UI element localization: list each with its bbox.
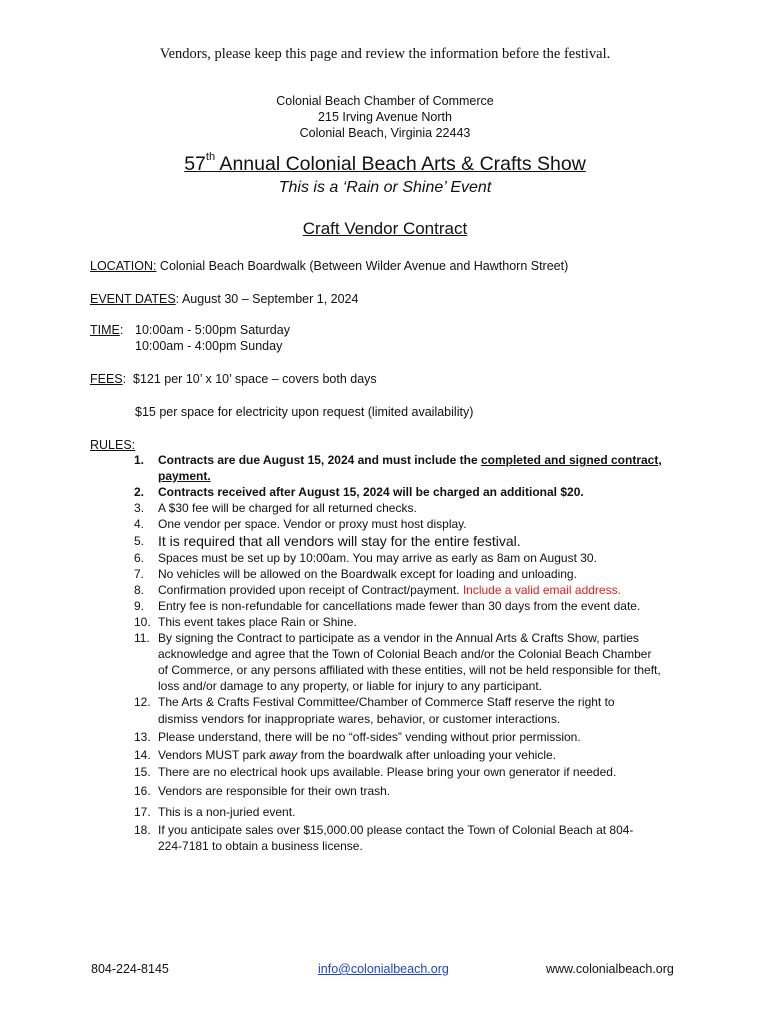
footer-website: www.colonialbeach.org xyxy=(546,962,674,976)
rule-14: 14. Vendors MUST park away from the boardwalk after unloading your vehicle. xyxy=(134,748,556,762)
title-ordinal: 57 xyxy=(184,153,206,175)
footer-phone: 804-224-8145 xyxy=(91,962,169,976)
time-label: TIME xyxy=(90,323,120,337)
rule-1: 1. Contracts are due August 15, 2024 and must include the completed and signed contract, payment. xyxy=(134,453,662,483)
event-dates-value: August 30 – September 1, 2024 xyxy=(181,292,359,306)
rule-18: 18. If you anticipate sales over $15,000.00 please contact the Town of Colonial Beach at 804-224-7181 to obtain a business license. xyxy=(134,823,634,853)
rule-6: 6. Spaces must be set up by 10:00am. You may arrive as early as 8am on August 30. xyxy=(134,551,597,565)
address-line-2: 215 Irving Avenue North xyxy=(318,110,452,124)
fees-space: $121 per 10’ x 10’ space – covers both days xyxy=(133,372,377,386)
fees-colon: : xyxy=(122,372,127,386)
time-row xyxy=(90,322,123,338)
location-value: Colonial Beach Boardwalk (Between Wilder Avenue and Hawthorn Street) xyxy=(156,259,569,273)
rule-3: 3. A $30 fee will be charged for all returned checks. xyxy=(134,501,417,515)
title-rest: Annual Colonial Beach Arts & Crafts Show xyxy=(215,153,586,175)
rule-17: 17. This is a non-juried event. xyxy=(134,805,296,819)
rule-10: 10. This event takes place Rain or Shine. xyxy=(134,615,357,629)
time-colon: : xyxy=(119,323,124,337)
rule-8: 8. Confirmation provided upon receipt of Contract/payment. Include a valid email address. xyxy=(134,583,621,597)
rule-12: 12. The Arts & Crafts Festival Committee/Chamber of Commerce Staff reserve the right to dismiss vendors for inappropriate wares, behavior, or customer interactions. xyxy=(134,695,615,726)
title-ordinal-suffix: th xyxy=(205,151,216,163)
rule-7: 7. No vehicles will be allowed on the Boardwalk except for loading and unloading. xyxy=(134,567,577,581)
fees-label: FEES xyxy=(90,372,123,386)
event-dates-row xyxy=(90,291,358,307)
rule-4: 4. One vendor per space. Vendor or proxy must host display. xyxy=(134,517,467,531)
location-row xyxy=(90,258,568,274)
contract-heading: Craft Vendor Contract xyxy=(302,219,468,238)
rules-label: RULES: xyxy=(90,438,136,452)
address-line-1: Colonial Beach Chamber of Commerce xyxy=(276,94,494,108)
rule-16: 16. Vendors are responsible for their own trash. xyxy=(134,784,391,798)
time-sunday: 10:00am - 4:00pm Sunday xyxy=(135,339,283,353)
rule-15: 15. There are no electrical hook ups available. Please bring your own generator if needed. xyxy=(134,765,617,779)
rules-list xyxy=(90,452,690,854)
page-title xyxy=(0,153,770,176)
fees-electricity: $15 per space for electricity upon request (limited availability) xyxy=(135,405,474,419)
time-saturday: 10:00am - 5:00pm Saturday xyxy=(135,323,290,337)
event-dates-label: EVENT DATES xyxy=(90,292,176,306)
chamber-address xyxy=(0,93,770,141)
rule-13: 13. Please understand, there will be no “off-sides” vending without prior permission. xyxy=(134,730,581,744)
top-note: Vendors, please keep this page and review the information before the festival. xyxy=(159,46,611,62)
rule-11: 11. By signing the Contract to participate as a vendor in the Annual Arts & Crafts Show, parties acknowledge and agree that the Town of Colonial Beach and/or the Colonial Beach Chamber of Commerce, or any persons affiliated with these entities, will not be held responsible for theft, loss and/or damage to any property, or liable for injury to any participant. xyxy=(134,631,661,693)
rule-2: 2. Contracts received after August 15, 2024 will be charged an additional $20. xyxy=(134,485,584,499)
address-line-3: Colonial Beach, Virginia 22443 xyxy=(299,126,471,140)
footer-email-link[interactable]: info@colonialbeach.org xyxy=(318,962,449,976)
fees-row xyxy=(90,371,126,387)
rule-9: 9. Entry fee is non-refundable for cancellations made fewer than 30 days from the event date. xyxy=(134,599,641,613)
location-label: LOCATION: xyxy=(90,259,157,273)
event-dates-colon: : xyxy=(175,292,182,306)
rule-5: 5. It is required that all vendors will stay for the entire festival. xyxy=(134,533,521,549)
page-subtitle: This is a ‘Rain or Shine’ Event xyxy=(278,179,492,196)
